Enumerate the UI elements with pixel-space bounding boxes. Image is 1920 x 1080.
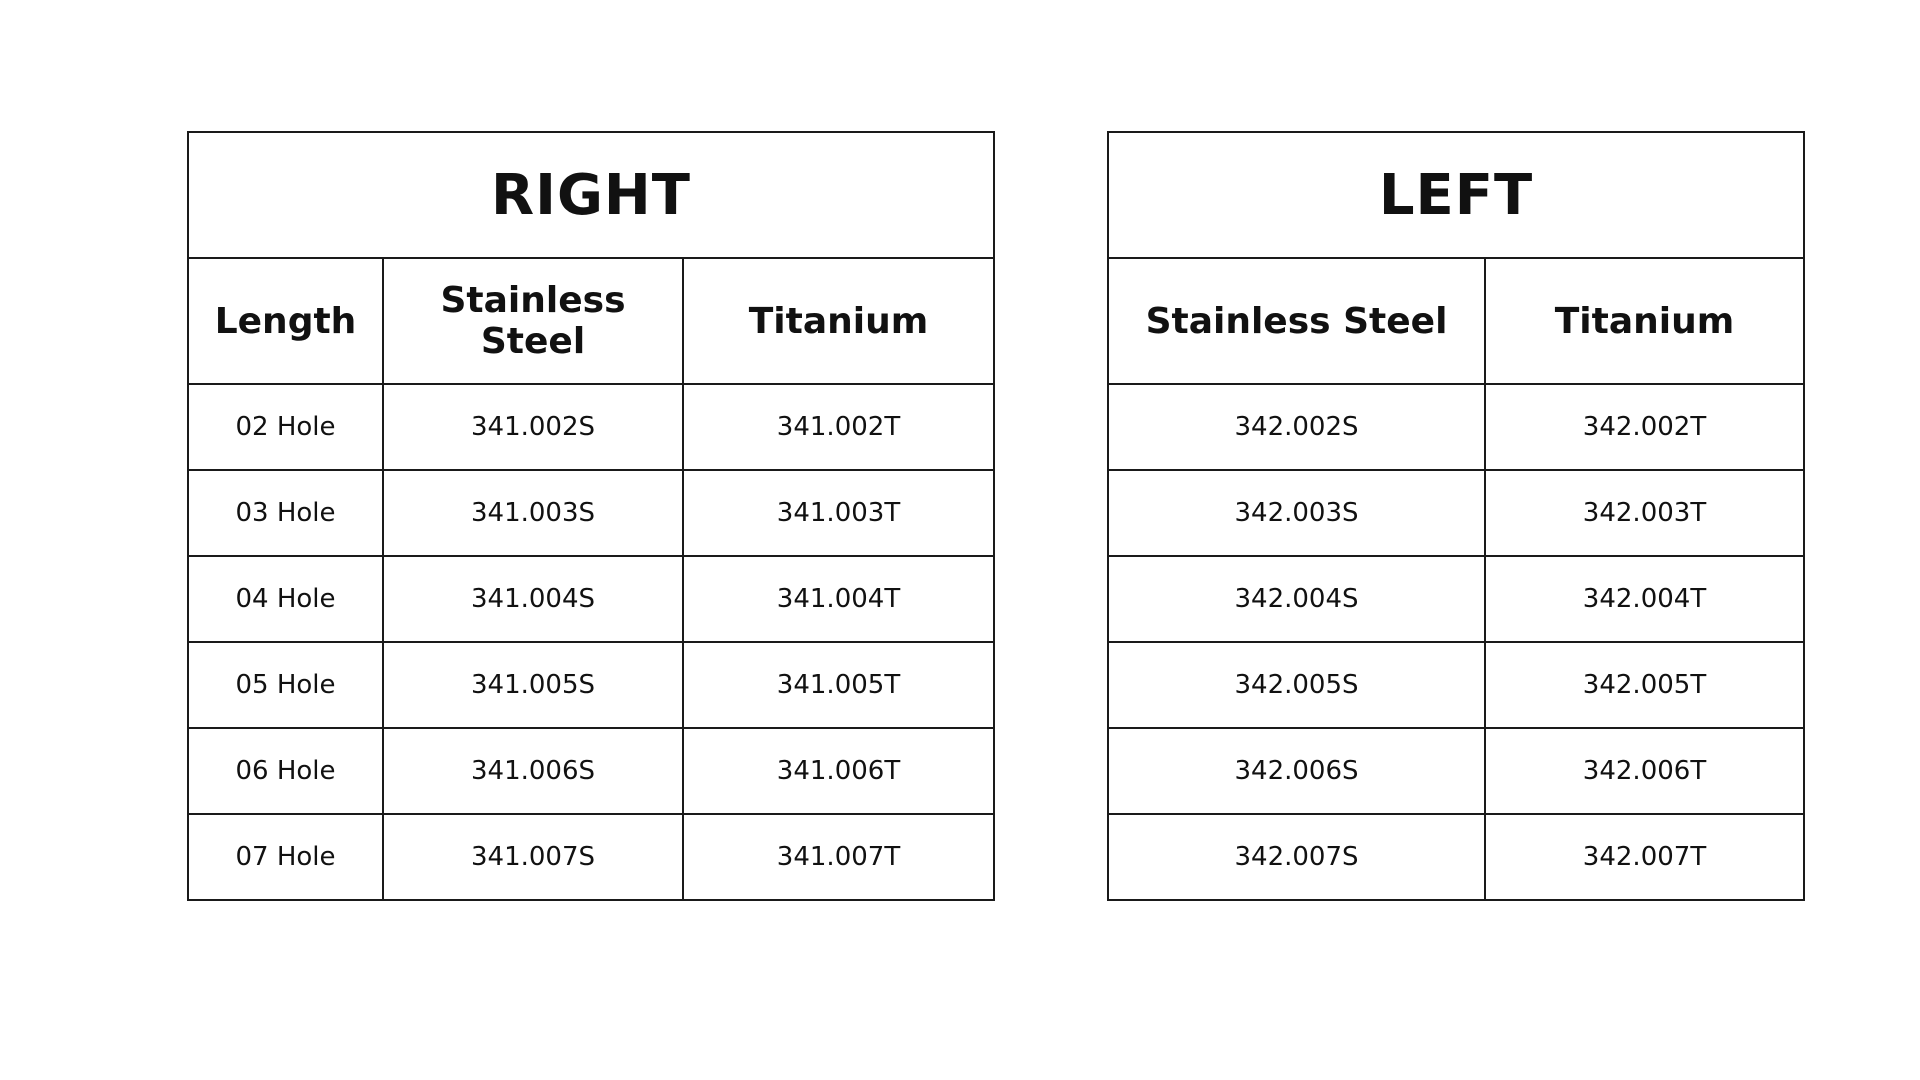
titanium-part-cell: 342.003T (1485, 470, 1804, 556)
table-title-right: RIGHT (188, 132, 994, 258)
stainless-steel-part-cell: 341.003S (383, 470, 683, 556)
right-parts-table (187, 131, 995, 901)
table-row (188, 384, 994, 470)
stainless-steel-part-cell: 341.006S (383, 728, 683, 814)
column-header-titanium: Titanium (683, 258, 994, 384)
stainless-steel-part-cell: 342.007S (1108, 814, 1485, 900)
titanium-part-cell: 341.002T (683, 384, 994, 470)
stainless-steel-part-cell: 341.002S (383, 384, 683, 470)
titanium-part-cell: 341.006T (683, 728, 994, 814)
stainless-steel-part-cell: 342.004S (1108, 556, 1485, 642)
stainless-steel-part-cell: 341.005S (383, 642, 683, 728)
table-row (1108, 556, 1804, 642)
titanium-part-cell: 341.004T (683, 556, 994, 642)
length-cell: 02 Hole (188, 384, 383, 470)
column-header-length: Length (188, 258, 383, 384)
column-header-stainless-steel: Stainless Steel (383, 258, 683, 384)
titanium-part-cell: 342.005T (1485, 642, 1804, 728)
stainless-steel-part-cell: 341.007S (383, 814, 683, 900)
stainless-steel-part-cell: 341.004S (383, 556, 683, 642)
table-row (1108, 814, 1804, 900)
table-row (1108, 642, 1804, 728)
titanium-part-cell: 341.005T (683, 642, 994, 728)
table-row (188, 728, 994, 814)
length-cell: 07 Hole (188, 814, 383, 900)
table-row (1108, 384, 1804, 470)
titanium-part-cell: 341.003T (683, 470, 994, 556)
table-row (188, 470, 994, 556)
table-row (188, 556, 994, 642)
table-row (1108, 470, 1804, 556)
table-header-row (1108, 258, 1804, 384)
stainless-steel-part-cell: 342.003S (1108, 470, 1485, 556)
table-row (188, 642, 994, 728)
table-row (188, 814, 994, 900)
titanium-part-cell: 342.002T (1485, 384, 1804, 470)
length-cell: 03 Hole (188, 470, 383, 556)
column-header-stainless-steel: Stainless Steel (1108, 258, 1485, 384)
titanium-part-cell: 342.006T (1485, 728, 1804, 814)
length-cell: 05 Hole (188, 642, 383, 728)
table-title-left: LEFT (1108, 132, 1804, 258)
table-title-row (188, 132, 994, 258)
titanium-part-cell: 341.007T (683, 814, 994, 900)
length-cell: 04 Hole (188, 556, 383, 642)
stainless-steel-part-cell: 342.006S (1108, 728, 1485, 814)
table-row (1108, 728, 1804, 814)
length-cell: 06 Hole (188, 728, 383, 814)
left-parts-table (1107, 131, 1805, 901)
stainless-steel-part-cell: 342.005S (1108, 642, 1485, 728)
stainless-steel-part-cell: 342.002S (1108, 384, 1485, 470)
column-header-titanium: Titanium (1485, 258, 1804, 384)
titanium-part-cell: 342.004T (1485, 556, 1804, 642)
table-title-row (1108, 132, 1804, 258)
table-header-row (188, 258, 994, 384)
titanium-part-cell: 342.007T (1485, 814, 1804, 900)
